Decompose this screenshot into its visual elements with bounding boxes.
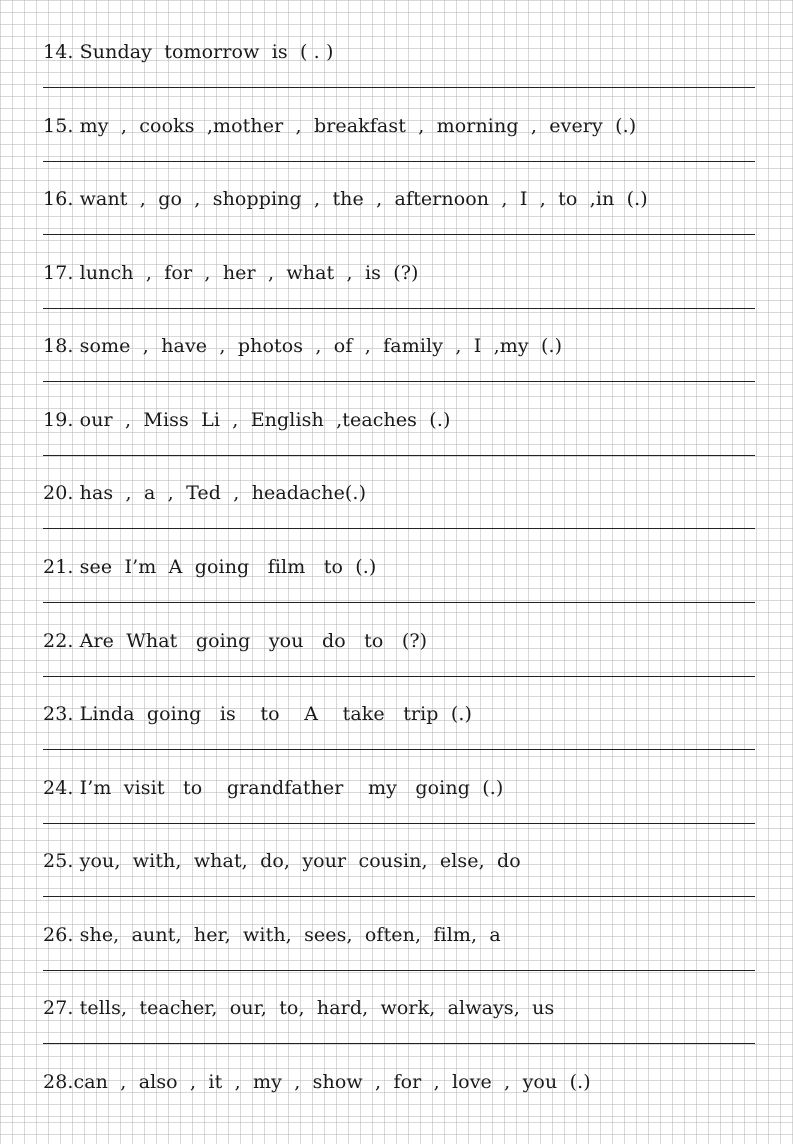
question-23 xyxy=(43,702,755,776)
question-text: 18. some , have , photos , of , family , I ,my (.) xyxy=(43,335,563,357)
question-text: 14. Sunday tomorrow is ( . ) xyxy=(43,41,334,63)
question-18 xyxy=(43,334,755,408)
question-28 xyxy=(43,1070,755,1144)
question-16 xyxy=(43,187,755,261)
question-27 xyxy=(43,996,755,1070)
question-text: 21. see I’m A going film to (.) xyxy=(43,556,377,578)
answer-line[interactable] xyxy=(43,455,755,456)
question-22 xyxy=(43,629,755,703)
answer-line[interactable] xyxy=(43,676,755,677)
question-text: 24. I’m visit to grandfather my going (.) xyxy=(43,777,504,799)
question-text: 20. has , a , Ted , headache(.) xyxy=(43,482,367,504)
question-21 xyxy=(43,555,755,629)
answer-line[interactable] xyxy=(43,87,755,88)
answer-line[interactable] xyxy=(43,896,755,897)
answer-line[interactable] xyxy=(43,161,755,162)
question-text: 25. you, with, what, do, your cousin, else, do xyxy=(43,850,521,872)
question-text: 16. want , go , shopping , the , afternoon , I , to ,in (.) xyxy=(43,188,648,210)
question-text: 19. our , Miss Li , English ,teaches (.) xyxy=(43,409,451,431)
answer-line[interactable] xyxy=(43,528,755,529)
question-19 xyxy=(43,408,755,482)
question-text: 17. lunch , for , her , what , is (?) xyxy=(43,262,419,284)
answer-line[interactable] xyxy=(43,970,755,971)
question-text: 22. Are What going you do to (?) xyxy=(43,630,428,652)
question-text: 15. my , cooks ,mother , breakfast , morning , every (.) xyxy=(43,115,637,137)
answer-line[interactable] xyxy=(43,749,755,750)
answer-line[interactable] xyxy=(43,381,755,382)
question-25 xyxy=(43,849,755,923)
question-24 xyxy=(43,776,755,850)
question-text: 27. tells, teacher, our, to, hard, work, always, us xyxy=(43,997,555,1019)
question-text: 28.can , also , it , my , show , for , love , you (.) xyxy=(43,1071,591,1093)
answer-line[interactable] xyxy=(43,308,755,309)
question-15 xyxy=(43,114,755,188)
question-17 xyxy=(43,261,755,335)
answer-line[interactable] xyxy=(43,602,755,603)
answer-line[interactable] xyxy=(43,234,755,235)
question-20 xyxy=(43,481,755,555)
answer-line[interactable] xyxy=(43,823,755,824)
question-text: 26. she, aunt, her, with, sees, often, film, a xyxy=(43,924,501,946)
answer-line[interactable] xyxy=(43,1043,755,1044)
question-14 xyxy=(43,40,755,114)
question-26 xyxy=(43,923,755,997)
question-text: 23. Linda going is to A take trip (.) xyxy=(43,703,472,725)
